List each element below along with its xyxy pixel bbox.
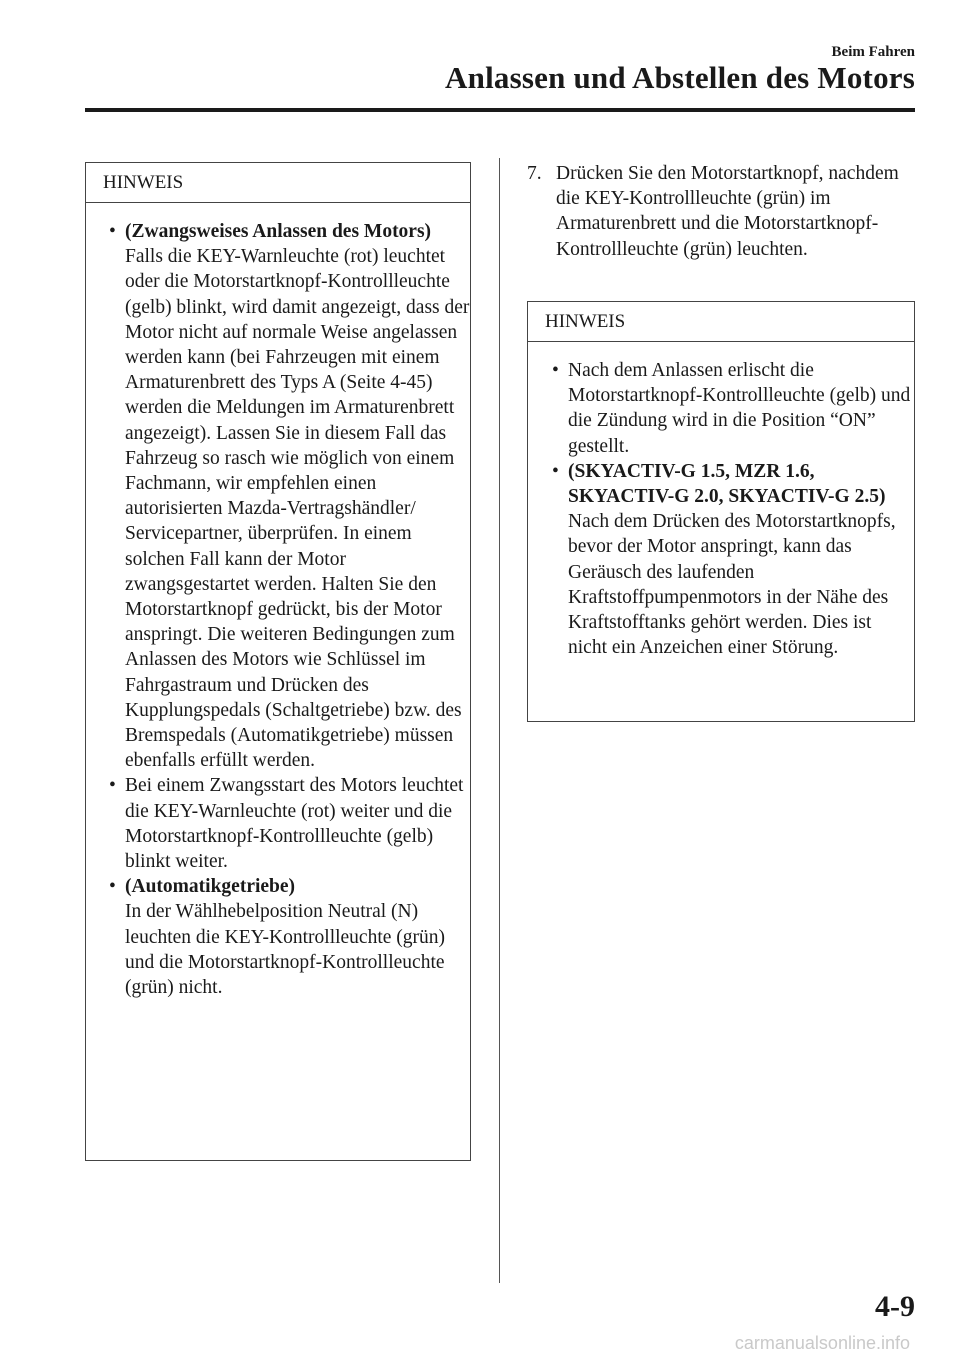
header-rule <box>85 108 915 112</box>
note-list <box>109 219 470 1000</box>
list-item <box>552 459 913 661</box>
bullet-icon: • <box>109 876 116 898</box>
list-item <box>109 219 470 773</box>
watermark: carmanualsonline.info <box>734 1333 910 1353</box>
item-text: Nach dem Anlassen erlischt die Motorstartknopf-Kontrollleuchte (gelb) und die Zündung wird in die Position “ON” gestellt. <box>568 360 911 457</box>
note-box-left <box>85 162 471 1161</box>
item-heading: (Automatikgetriebe) <box>125 876 296 898</box>
item-text: Bei einem Zwangsstart des Motors leuchtet die KEY-Warnleuchte (rot) weiter und die Motorstartknopf-Kontrollleuchte (gelb) blinkt weiter. <box>125 775 464 873</box>
column-divider <box>499 158 500 1283</box>
bullet-icon: • <box>552 460 559 482</box>
step-number: 7. <box>527 163 542 184</box>
bullet-icon: • <box>109 775 116 797</box>
note-heading: HINWEIS <box>528 302 914 342</box>
bullet-icon: • <box>109 221 116 242</box>
bullet-icon: • <box>552 360 559 381</box>
section-label: Beim Fahren <box>831 44 915 60</box>
page-number: 4-9 <box>875 1290 915 1323</box>
list-item <box>109 773 470 874</box>
page-title: Anlassen und Abstellen des Motors <box>445 60 915 95</box>
list-item <box>109 874 470 1000</box>
item-heading: (Zwangsweises Anlassen des Motors) <box>125 221 432 242</box>
note-heading: HINWEIS <box>86 163 470 203</box>
item-text: In der Wählhebelposition Neutral (N) leuchten die KEY-Kontrollleuchte (grün) und die Motorstartknopf-Kontrollleuchte (grün) nicht. <box>125 901 446 999</box>
step-text: Drücken Sie den Motorstartknopf, nachdem die KEY-Kontrollleuchte (grün) im Armaturenbrett und die Motorstartknopf-Kontrollleuchte (grün) leuchten. <box>556 163 899 260</box>
list-item <box>552 358 913 459</box>
item-text: Nach dem Drücken des Motorstartknopfs, bevor der Motor anspringt, kann das Geräusch des laufenden Kraftstoffpumpenmotors in der Nähe des Kraftstofftanks gehört werden. Dies ist nicht ein Anzeichen einer Störung. <box>568 511 896 659</box>
note-box-right <box>527 301 915 722</box>
note-list <box>552 358 913 660</box>
item-text: Falls die KEY-Warnleuchte (rot) leuchtet oder die Motorstartknopf-Kontrollleuchte (gelb) blinkt, wird damit angezeigt, dass der Motor nicht auf normale Weise angelassen werden kann (bei Fahrzeugen mit einem Armaturenbrett des Typs A (Seite 4-45) werden die Meldungen im Armaturenbrett angezeigt). Lassen Sie in diesem Fall das Fahrzeug so rasch wie möglich von einem Fachmann, wir empfehlen einen autorisierten Mazda-Vertragshändler/ Servicepartner, überprüfen. In einem solchen Fall kann der Motor zwangsgestartet werden. Halten Sie den Motorstartknopf gedrückt, bis der Motor anspringt. Die weiteren Bedingungen zum Anlassen des Motors wie Schlüssel im Fahrgastraum und Drücken des Kupplungspedals (Schaltgetriebe) bzw. des Bremspedals (Automatikgetriebe) müssen ebenfalls erfüllt werden. <box>125 246 470 772</box>
item-heading: (SKYACTIV-G 1.5, MZR 1.6, SKYACTIV-G 2.0, SKYACTIV-G 2.5) <box>568 460 886 508</box>
